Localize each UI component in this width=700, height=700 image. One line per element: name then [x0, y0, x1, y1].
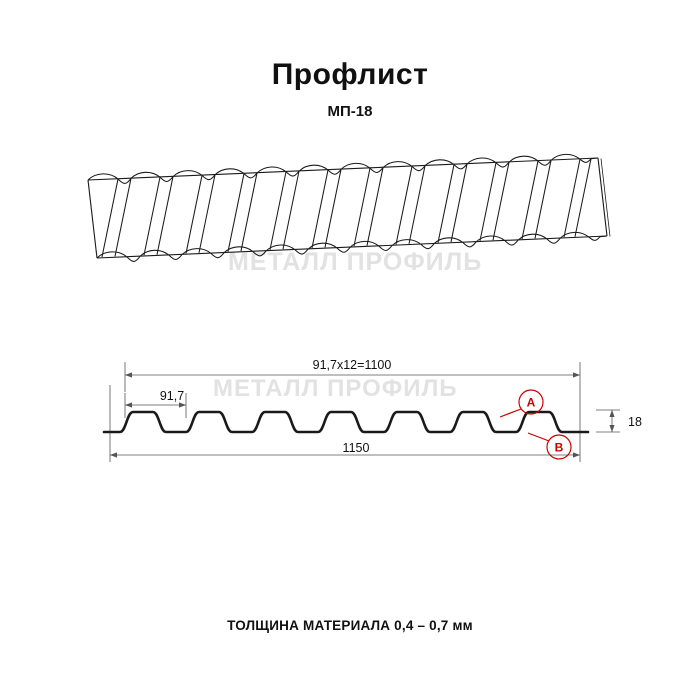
cross-section-profile: [104, 412, 588, 432]
callout-a-label: A: [526, 395, 536, 410]
callout-b-label: B: [554, 440, 564, 455]
dimension-height: [609, 410, 614, 432]
page-title: Профлист: [271, 58, 429, 91]
callout-a: [500, 390, 543, 417]
material-thickness-note: ТОЛЩИНА МАТЕРИАЛА 0,4 – 0,7 мм: [227, 618, 473, 633]
label-pitch: 91,7: [159, 389, 185, 403]
watermark-top: МЕТАЛЛ ПРОФИЛЬ: [228, 248, 483, 276]
dimension-pitch: [125, 402, 186, 407]
label-total-span: 91,7x12=1100: [312, 358, 392, 372]
label-height: 18: [628, 415, 642, 429]
label-overall-width: 1150: [342, 441, 370, 455]
watermark-bottom: МЕТАЛЛ ПРОФИЛЬ: [213, 375, 458, 402]
dimension-total-span: [125, 372, 580, 377]
product-code: МП-18: [327, 103, 373, 120]
isometric-sheet-illustration: [88, 154, 610, 261]
